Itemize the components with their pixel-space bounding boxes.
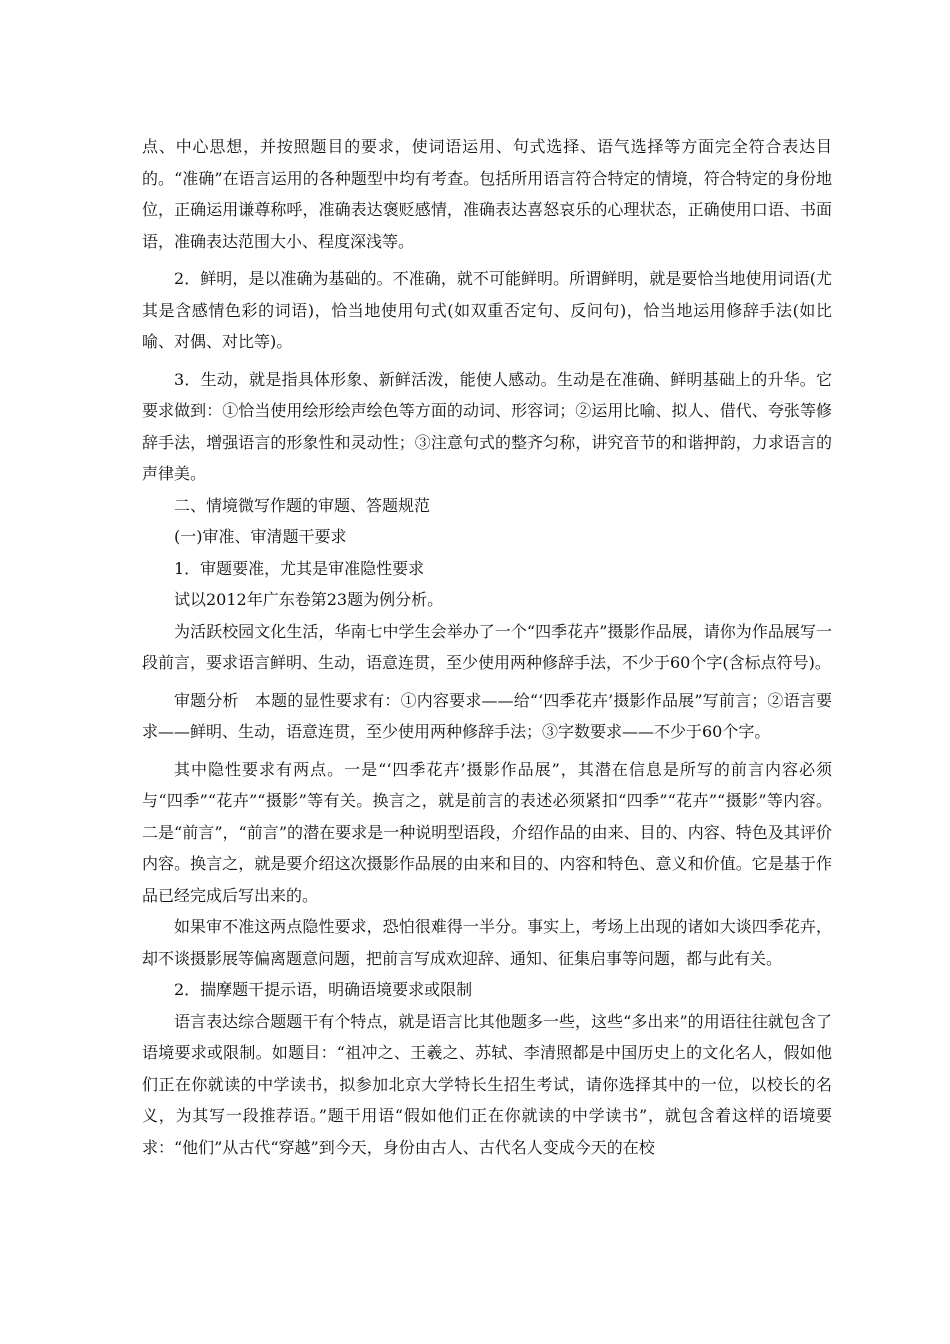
paragraph-context-requirements: 语言表达综合题题干有个特点，就是语言比其他题多一些，这些“多出来”的用语往往就包含了语境要求或限制。如题目：“祖冲之、王羲之、苏轼、李清照都是中国历史上的文化名人，假如他们正在你就读的中学读书，拟参加北京大学特长生招生考试，请你选择其中的一位，以校长的名义，为其写一段推荐语。”题干用语“假如他们正在你就读的中学读书”，就包含着这样的语境要求：“他们”从古代“穿越”到今天，身份由古人、古代名人变成今天的在校 [142, 1011, 832, 1157]
paragraph-accuracy-continued: 点、中心思想，并按照题目的要求，使词语运用、句式选择、语气选择等方面完全符合表达目的。“准确”在语言运用的各种题型中均有考查。包括所用语言符合特定的情境，符合特定的身份地位，正确运用谦尊称呼，准确表达褒贬感情，准确表达喜怒哀乐的心理状态，正确使用口语、书面语，准确表达范围大小、程度深浅等。 [142, 137, 832, 251]
paragraph-implicit-requirements: 其中隐性要求有两点。一是“‘四季花卉’摄影作品展”，其潜在信息是所写的前言内容必须与“四季”“花卉”“摄影”等有关。换言之，就是前言的表述必须紧扣“四季”“花卉”“摄影”等内容。二是“前言”，“前言”的潜在要求是一种说明型语段，介绍作品的由来、目的、内容、特色及其评价内容。换言之，就是要介绍这次摄影作品展的由来和目的、内容和特色、意义和价值。它是基于作品已经完成后写出来的。 [142, 759, 832, 905]
point-heading-one: 1．审题要准，尤其是审准隐性要求 [174, 558, 425, 578]
paragraph-example-intro: 试以2012年广东卷第23题为例分析。 [174, 590, 444, 609]
paragraph-consequences: 如果审不准这两点隐性要求，恐怕很难得一半分。事实上，考场上出现的诸如大谈四季花卉，却不谈摄影展等偏离题意问题，把前言写成欢迎辞、通知、征集启事等问题，都与此有关。 [142, 917, 832, 968]
paragraph-vividness-clarity: 2．鲜明，是以准确为基础的。不准确，就不可能鲜明。所谓鲜明，就是要恰当地使用词语(尤其是含感情色彩的词语)，恰当地使用句式(如双重否定句、反问句)，恰当地运用修辞手法(如比喻、对偶、对比等)。 [142, 269, 832, 351]
document-page [142, 131, 832, 1163]
point-heading-two: 2．揣摩题干提示语，明确语境要求或限制 [174, 980, 473, 999]
paragraph-liveliness: 3．生动，就是指具体形象、新鲜活泼，能使人感动。生动是在准确、鲜明基础上的升华。它要求做到：①恰当使用绘形绘声绘色等方面的动词、形容词；②运用比喻、拟人、借代、夸张等修辞手法，增强语言的形象性和灵动性；③注意句式的整齐匀称，讲究音节的和谐押韵，力求语言的声律美。 [142, 369, 832, 483]
subsection-heading-one: (一)审准、审清题干要求 [174, 527, 347, 546]
paragraph-example-question: 为活跃校园文化生活，华南七中学生会举办了一个“四季花卉”摄影作品展，请你为作品展写一段前言，要求语言鲜明、生动，语意连贯，至少使用两种修辞手法，不少于60个字(含标点符号)。 [142, 621, 832, 672]
paragraph-analysis: 审题分析 本题的显性要求有：①内容要求——给“‘四季花卉’摄影作品展”写前言；②语言要求——鲜明、生动，语意连贯，至少使用两种修辞手法；③字数要求——不少于60个字。 [142, 690, 832, 741]
section-heading-two: 二、情境微写作题的审题、答题规范 [174, 495, 431, 515]
